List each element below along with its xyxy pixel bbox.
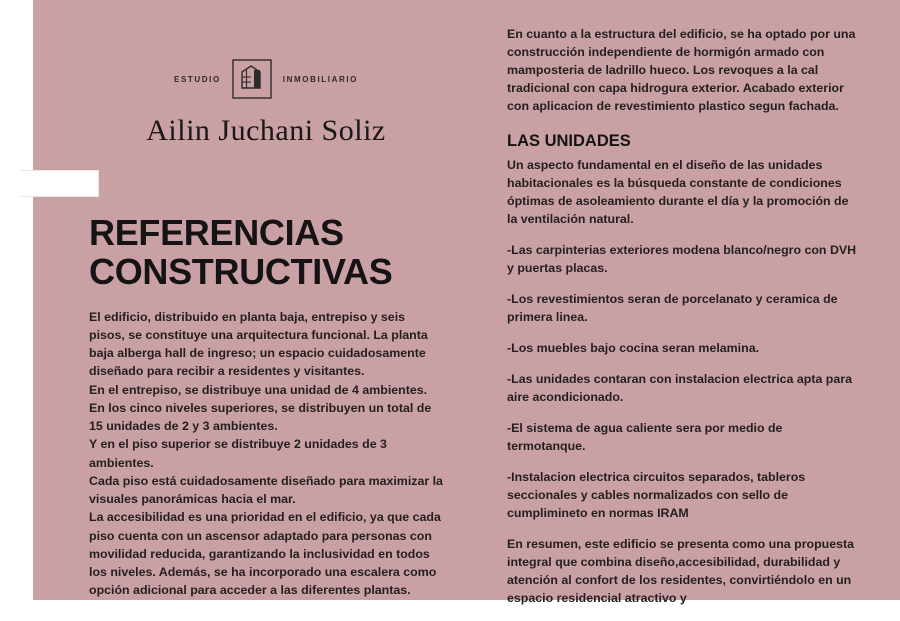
brand-logo: [89, 58, 443, 100]
page-title: [89, 214, 443, 292]
white-notch-accent: [20, 170, 99, 197]
content-panel: [33, 0, 900, 605]
left-paragraph: El edificio, distribuido en planta baja, entrepiso y seis pisos, se constituye una arquitectura funcional. La planta baja alberga hall de ingreso; un espacio cuidadosamente diseñado para recibir a residentes y visitantes.: [89, 309, 428, 379]
page-title-line-2: CONSTRUCTIVAS: [89, 250, 393, 292]
right-paragraph: -Las carpinterias exteriores modena blanco/negro con DVH y puertas placas.: [507, 242, 857, 275]
building-logo-icon: [230, 58, 274, 100]
brand-right-word: INMOBILIARIO: [282, 74, 358, 84]
left-paragraph: La accesibilidad es una prioridad en el edificio, ya que cada piso cuenta con un ascensor adaptado para personas con movilidad reducida, garantizando la inclusividad en todos los niveles. Además, se ha incorporado una escalera como opción adicional para acceder a las diferentes plantas.: [89, 510, 441, 598]
right-intro-paragraph: En cuanto a la estructura del edificio, se ha optado por una construcción independiente de hormigón armado con mamposteria de ladrillo hueco. Los revoques a la cal tradicional con capa hidrogura exterior. Acabado exterior con aplicacion de revestimiento plastico segun fachada.: [507, 27, 856, 113]
right-paragraph: -Instalacion electrica circuitos separados, tableros seccionales y cables normalizados con sello de cumplimineto en normas IRAM: [507, 469, 806, 520]
left-paragraph: En los cinco niveles superiores, se distribuyen un total de 15 unidades de 2 y 3 ambientes.: [89, 400, 432, 434]
right-paragraph: Un aspecto fundamental en el diseño de las unidades habitacionales es la búsqueda constante de condiciones óptimas de asoleamiento durante el día y la promoción de la ventilación natural.: [507, 157, 849, 226]
section-heading-las-unidades: LAS UNIDADES: [507, 131, 631, 150]
studio-name: Ailin Juchani Soliz: [146, 114, 386, 147]
right-column: [507, 26, 859, 621]
left-paragraph: Cada piso está cuidadosamente diseñado para maximizar la visuales panorámicas hacia el mar.: [89, 473, 443, 507]
left-column: [89, 40, 443, 600]
right-paragraph: -Las unidades contaran con instalacion electrica apta para aire acondicionado.: [507, 371, 852, 404]
left-paragraph: Y en el piso superior se distribuye 2 unidades de 3 ambientes.: [89, 437, 387, 470]
left-paragraph: En el entrepiso, se distribuye una unidad de 4 ambientes.: [89, 382, 428, 397]
right-paragraph: -El sistema de agua caliente sera por medio de termotanque.: [507, 420, 783, 453]
right-paragraph: -Los muebles bajo cocina seran melamina.: [507, 340, 760, 355]
page-title-line-1: REFERENCIAS: [89, 212, 344, 253]
right-paragraph: -Los revestimientos seran de porcelanato y ceramica de primera linea.: [507, 291, 838, 324]
left-body-text: [89, 308, 443, 600]
right-paragraph: En resumen, este edificio se presenta como una propuesta integral que combina diseño,accesibilidad, durabilidad y atención al confort de los residentes, convirtiéndolo en un espacio residencial atractivo y: [507, 536, 855, 605]
brand-left-word: ESTUDIO: [174, 74, 221, 84]
